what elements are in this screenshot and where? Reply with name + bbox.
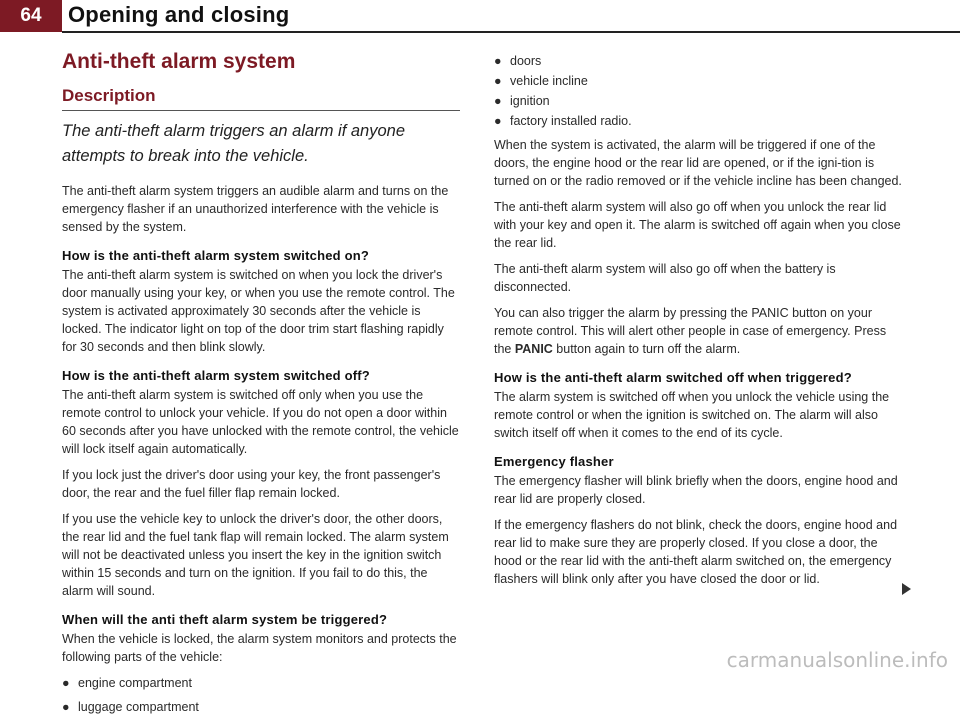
paragraph: The emergency flasher will blink briefly when the doors, engine hood and rear lid are properly closed. [494, 474, 898, 506]
list-item-text: luggage compartment [78, 700, 199, 714]
paragraph: If you use the vehicle key to unlock the driver's door, the other doors, the rear lid and the fuel tank flap will remain locked. The alarm system will not be deactivated unless you insert the key in the ignition switch within 15 seconds and turn on the ignition. If you fail to do this, the alarm will sound. [62, 512, 449, 598]
bullet-icon: ● [62, 700, 70, 714]
paragraph-text: button again to turn off the alarm. [552, 342, 741, 356]
chapter-title: Opening and closing [68, 2, 290, 27]
paragraph: The anti-theft alarm system will also go off when you unlock the rear lid with your key and open it. The alarm is switched off again when you close the rear lid. [494, 200, 901, 250]
continue-arrow-icon [902, 583, 911, 595]
list-item [62, 698, 460, 716]
bullet-icon: ● [494, 54, 502, 68]
heading-emergency-flasher: Emergency flasher [494, 454, 614, 469]
subsection-title: Description [62, 86, 156, 105]
bullet-icon: ● [494, 114, 502, 128]
paragraph: When the system is activated, the alarm will be triggered if one of the doors, the engine hood or the rear lid are opened, or if the igni-tion is turned on or the radio removed or if the vehicle incline has been changed. [494, 138, 902, 188]
list-item [494, 92, 902, 110]
list-item [494, 112, 902, 130]
paragraph-text: You can also trigger the alarm by pressing the PANIC button on your remote control. This will alert other people in case of emergency. [494, 306, 872, 338]
paragraph-text: Press the [494, 324, 887, 356]
bullet-icon: ● [494, 94, 502, 108]
list-item [494, 72, 902, 90]
heading-switched-on: How is the anti-theft alarm system switched on? [62, 248, 370, 263]
paragraph: The alarm system is switched off when you unlock the vehicle using the remote control or when the ignition is switched on. The alarm will also switch itself off when it comes to the end of its cycle. [494, 390, 890, 440]
list-item-text: ignition [510, 94, 550, 108]
panic-keyword: PANIC [514, 342, 553, 356]
bullet-icon: ● [62, 676, 70, 690]
list-item-text: doors [510, 54, 542, 68]
list-item [494, 52, 902, 70]
paragraph: The anti-theft alarm system is switched on when you lock the driver's door manually using your key, or when you use the remote control. The system is activated approximately 30 seconds after the vehicle is locked. The indicator light on top of the door trim start flashing rapidly for 30 seconds and then blink slowly. [62, 268, 455, 354]
header-divider [62, 31, 960, 33]
watermark: carmanualsonline.info [726, 648, 948, 672]
intro-paragraph: The anti-theft alarm system triggers an audible alarm and turns on the emergency flasher if an unauthorized interference with the vehicle is sensed by the system. [62, 184, 449, 234]
page-number-badge: 64 [0, 0, 62, 32]
paragraph: The anti-theft alarm system is switched off only when you use the remote control to unlock your vehicle. If you do not open a door within 60 seconds after you have unlocked with the remote control, the vehicle will lock itself again automatically. [62, 388, 459, 456]
list-item-text: vehicle incline [510, 74, 588, 88]
left-column [62, 44, 460, 722]
subsection-divider [62, 110, 460, 111]
paragraph: When the vehicle is locked, the alarm system monitors and protects the following parts of the vehicle: [62, 632, 457, 664]
bullet-icon: ● [494, 74, 502, 88]
paragraph [494, 304, 902, 358]
right-column [494, 52, 902, 596]
section-title: Anti-theft alarm system [62, 50, 296, 73]
paragraph: If the emergency flashers do not blink, check the doors, engine hood and rear lid to make sure they are properly closed. If you close a door, the hood or the rear lid with the anti-theft alarm switched on, the emergency flashers will blink only after you have closed the door or lid. [494, 518, 898, 586]
list-item [62, 674, 460, 692]
paragraph: The anti-theft alarm system will also go off when the battery is disconnected. [494, 262, 836, 294]
heading-alarm-switched-off: How is the anti-theft alarm switched off when triggered? [494, 370, 852, 385]
paragraph: If you lock just the driver's door using your key, the front passenger's door, the rear and the fuel filler flap remain locked. [62, 468, 441, 500]
heading-switched-off: How is the anti-theft alarm system switched off? [62, 368, 370, 383]
list-item-text: factory installed radio. [510, 114, 632, 128]
list-item-text: engine compartment [78, 676, 192, 690]
heading-triggered: When will the anti theft alarm system be triggered? [62, 612, 388, 627]
lead-text: The anti-theft alarm triggers an alarm if anyone attempts to break into the vehicle. [62, 122, 405, 165]
